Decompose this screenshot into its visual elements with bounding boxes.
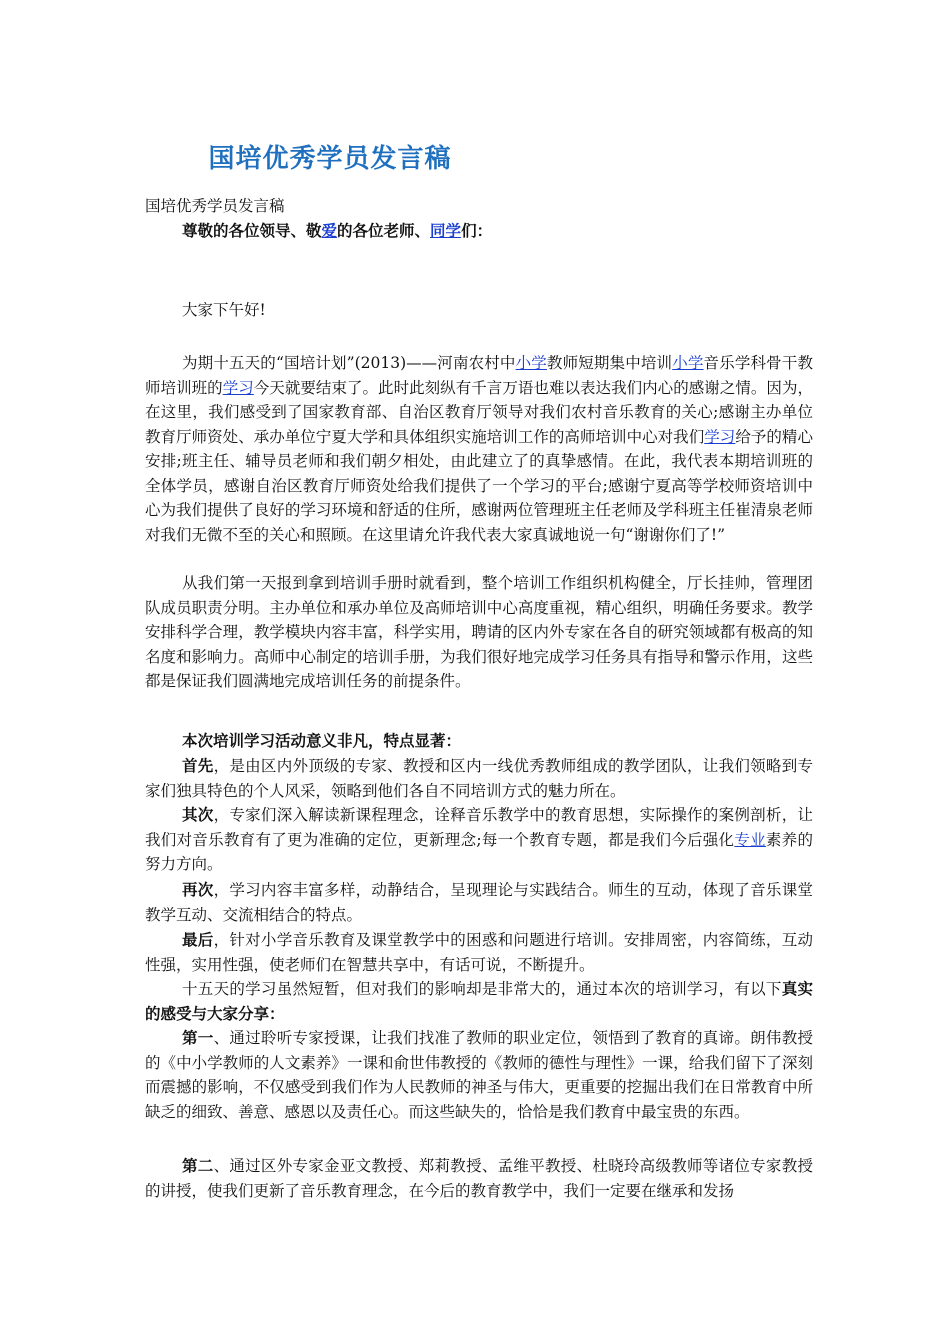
- paragraph-first: 首先，是由区内外顶级的专家、教授和区内一线优秀教师组成的教学团队，让我们领略到专家们独具特色的个人风采，领略到他们各自不同培训方式的魅力所在。: [145, 756, 813, 800]
- document-title: 国培优秀学员发言稿: [208, 144, 452, 174]
- link-ai[interactable]: 爱: [321, 221, 338, 240]
- paragraph-second: 其次，专家们深入解读新课程理念，诠释音乐教学中的教育思想，实际操作的案例剖析，让我们对音乐教育有了更为准确的定位，更新理念;每一个教育专题，都是我们今后强化专业素养的努力方向。: [145, 805, 813, 873]
- paragraph-point-2: 第二、通过区外专家金亚文教授、郑莉教授、孟维平教授、杜晓玲高级教师等诸位专家教授的讲授，使我们更新了音乐教育理念，在今后的教育教学中，我们一定要在继承和发扬: [145, 1156, 813, 1200]
- link-xiaoxue-2[interactable]: 小学: [672, 354, 704, 372]
- link-xuexi-2[interactable]: 学习: [704, 427, 736, 446]
- paragraph-last: 最后，针对小学音乐教育及课堂教学中的困惑和问题进行培训。安排周密，内容简练，互动性强，实用性强，使老师们在智慧共享中，有话可说，不断提升。: [145, 930, 813, 974]
- paragraph-1: 为期十五天的“国培计划”(2013)——河南农村中小学教师短期集中培训小学音乐学科骨干教师培训班的学习今天就要结束了。此时此刻纵有千言万语也难以表达我们内心的感谢之情。因为，在这里，我们感受到了国家教育部、自治区教育厅领导对我们农村音乐教育的关心;感谢主办单位教育厅师资处、承办单位宁夏大学和具体组织实施培训工作的高师培训中心对我们学习给予的精心安排;班主任、辅导员老师和我们朝夕相处，由此建立了的真挚感情。在此，我代表本期培训班的全体学员，感谢自治区教育厅师资处给我们提供了一个学习的平台;感谢宁夏高等学校师资培训中心为我们提供了良好的学习环境和舒适的住所，感谢两位管理班主任老师及学科班主任崔清泉老师对我们无微不至的关心和照顾。在这里请允许我代表大家真诚地说一句“谢谢你们了!”: [145, 354, 813, 544]
- paragraph-summary: 十五天的学习虽然短暂，但对我们的影响却是非常大的，通过本次的培训学习，有以下真实的感受与大家分享：: [145, 979, 813, 1023]
- paragraph-third: 再次，学习内容丰富多样，动静结合，呈现理论与实践结合。师生的互动，体现了音乐课堂教学互动、交流相结合的特点。: [145, 880, 813, 924]
- greeting: 大家下午好!: [182, 301, 266, 319]
- link-xiaoxue-1[interactable]: 小学: [515, 354, 547, 372]
- link-zhuanye[interactable]: 专业: [734, 830, 766, 849]
- paragraph-point-1: 第一、通过聆听专家授课，让我们找准了教师的职业定位，领悟到了教育的真谛。朗伟教授的《中小学教师的人文素养》一课和俞世伟教授的《教师的德性与理性》一课，给我们留下了深刻而震撼的影响，不仅感受到我们作为人民教师的神圣与伟大，更重要的挖掘出我们在日常教育中所缺乏的细致、善意、感恩以及责任心。而这些缺失的，恰恰是我们教育中最宝贵的东西。: [145, 1028, 813, 1121]
- link-tongxue[interactable]: 同学: [430, 221, 462, 240]
- section-heading: 本次培训学习活动意义非凡，特点显著：: [182, 731, 462, 750]
- salutation: 尊敬的各位领导、敬爱的各位老师、同学们：: [182, 221, 493, 240]
- subtitle: 国培优秀学员发言稿: [145, 197, 285, 215]
- paragraph-2: 从我们第一天报到拿到培训手册时就看到，整个培训工作组织机构健全，厅长挂帅，管理团队成员职责分明。主办单位和承办单位及高师培训中心高度重视，精心组织，明确任务要求。教学安排科学合理，教学模块内容丰富，科学实用，聘请的区内外专家在各自的研究领域都有极高的知名度和影响力。高师中心制定的培训手册，为我们很好地完成学习任务具有指导和警示作用，这些都是保证我们圆满地完成培训任务的前提条件。: [145, 574, 813, 690]
- link-xuexi-1[interactable]: 学习: [222, 378, 254, 397]
